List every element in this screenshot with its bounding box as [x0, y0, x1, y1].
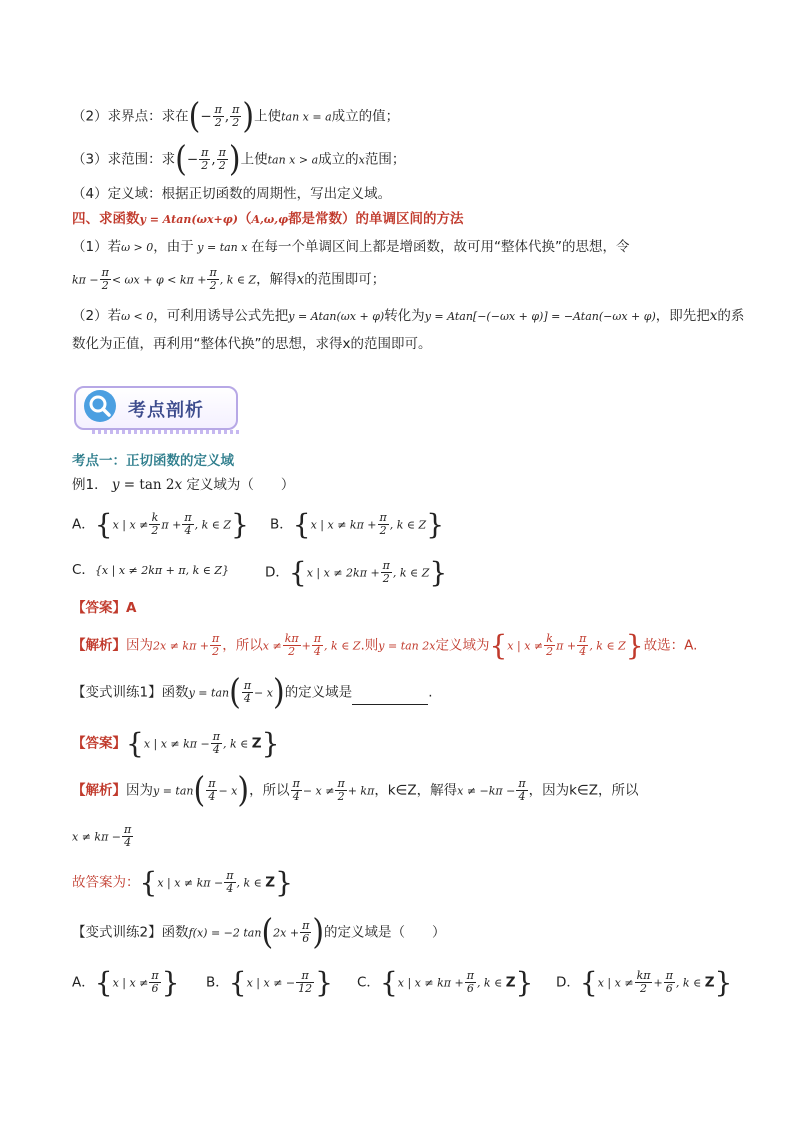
variant2-question: 【变式训练2】函数f(x) = −2 tan(2x + $\frac{\pi}{6}$ )的定义域是（ ）: [72, 911, 446, 953]
variant2-option-c[interactable]: C．{x | x ≠ kπ + $\frac{\pi}{6}$ , k ∈ Z}: [357, 965, 534, 999]
item2-line: （2）求界点：求在(− $\frac{\pi}{2}$ , $\frac{\pi}{2}$ )上使tan x = a成立的值；: [72, 95, 400, 137]
example1-analysis: 【解析】因为2x ≠ kπ + $\frac{\pi}{2}$ ，所以x ≠ $\frac{k\pi}{2}$ + $\frac{\pi}{4}$ , k ∈ Z.则y = tan 2x定义域为{x | x ≠ $\frac{k}{2}$ π + $\frac{\pi}{4}$ , k ∈ Z}故选：A.: [72, 628, 698, 662]
section-four-heading: 四、求函数y = Atan(ωx+φ)（A,ω,φ都是常数）的单调区间的方法: [72, 211, 464, 227]
section-four-p2b: 数化为正值，再利用“整体代换”的思想，求得x的范围即可。: [72, 336, 432, 352]
variant2-option-d[interactable]: D．{x | x ≠ $\frac{k\pi}{2}$ + $\frac{\pi}{6}$ , k ∈ Z}: [556, 965, 733, 999]
example1-answer: 【答案】A: [72, 600, 137, 616]
example1-option-a[interactable]: A．{x | x ≠ $\frac{k}{2}$ π + $\frac{\pi}{4}$ , k ∈ Z}: [72, 507, 249, 541]
variant2-option-a[interactable]: A．{x | x ≠ $\frac{\pi}{6}$ }: [72, 965, 180, 999]
item3-line: （3）求范围：求(− $\frac{\pi}{2}$ , $\frac{\pi}{2}$ )上使tan x > a成立的x范围；: [72, 138, 406, 180]
section-four-p1b: kπ − $\frac{\pi}{2}$ < ωx + φ < kπ + $\frac{\pi}{2}$ , k ∈ Z，解得x的范围即可；: [72, 266, 386, 292]
banner-stripes: [92, 430, 242, 434]
variant1-answer: 【答案】{x | x ≠ kπ − $\frac{\pi}{4}$ , k ∈ Z}: [72, 726, 280, 760]
kaodian1-title: 考点一：正切函数的定义域: [72, 453, 234, 469]
variant2-option-b[interactable]: B．{x | x ≠ − $\frac{\pi}{12}$ }: [206, 965, 333, 999]
example1-option-b[interactable]: B．{x | x ≠ kπ + $\frac{\pi}{2}$ , k ∈ Z}: [270, 507, 445, 541]
variant1-analysis-cont: x ≠ kπ − $\frac{\pi}{4}$: [72, 823, 132, 849]
variant1-final: 故答案为：{x | x ≠ kπ − $\frac{\pi}{4}$ , k ∈ Z}: [72, 865, 293, 899]
example1-line: 例1． y = tan 2x 定义域为（ ）: [72, 477, 295, 493]
answer-blank[interactable]: [352, 690, 428, 705]
section-four-p1a: （1）若ω > 0，由于 y = tan x 在每一个单调区间上都是增函数，故可用“整体代换”的思想，令: [72, 239, 630, 255]
section-banner: [72, 380, 242, 436]
example1-option-d[interactable]: D．{x | x ≠ 2kπ + $\frac{\pi}{2}$ , k ∈ Z}: [265, 555, 448, 589]
banner-search-icon: [84, 390, 116, 422]
variant1-question: 【变式训练1】函数y = tan( $\frac{\pi}{4}$ − x)的定义域是 .: [72, 671, 433, 713]
item4-line: （4）定义域：根据正切函数的周期性，写出定义域。: [72, 186, 392, 202]
variant1-analysis: 【解析】因为y = tan( $\frac{\pi}{4}$ − x)，所以 $\frac{\pi}{4}$ − x ≠ $\frac{\pi}{2}$ + kπ，k∈Z，解得x ≠ −kπ − $\frac{\pi}{4}$ ，因为k∈Z，所以: [72, 769, 639, 811]
example1-option-c[interactable]: C．{x | x ≠ 2kπ + π, k ∈ Z}: [72, 562, 230, 578]
section-four-p2a: （2）若ω < 0，可利用诱导公式先把y = Atan(ωx + φ)转化为y = Atan[−(−ωx + φ)] = −Atan(−ωx + φ)，即先把x的系: [72, 308, 745, 324]
banner-title: 考点剖析: [128, 400, 204, 421]
